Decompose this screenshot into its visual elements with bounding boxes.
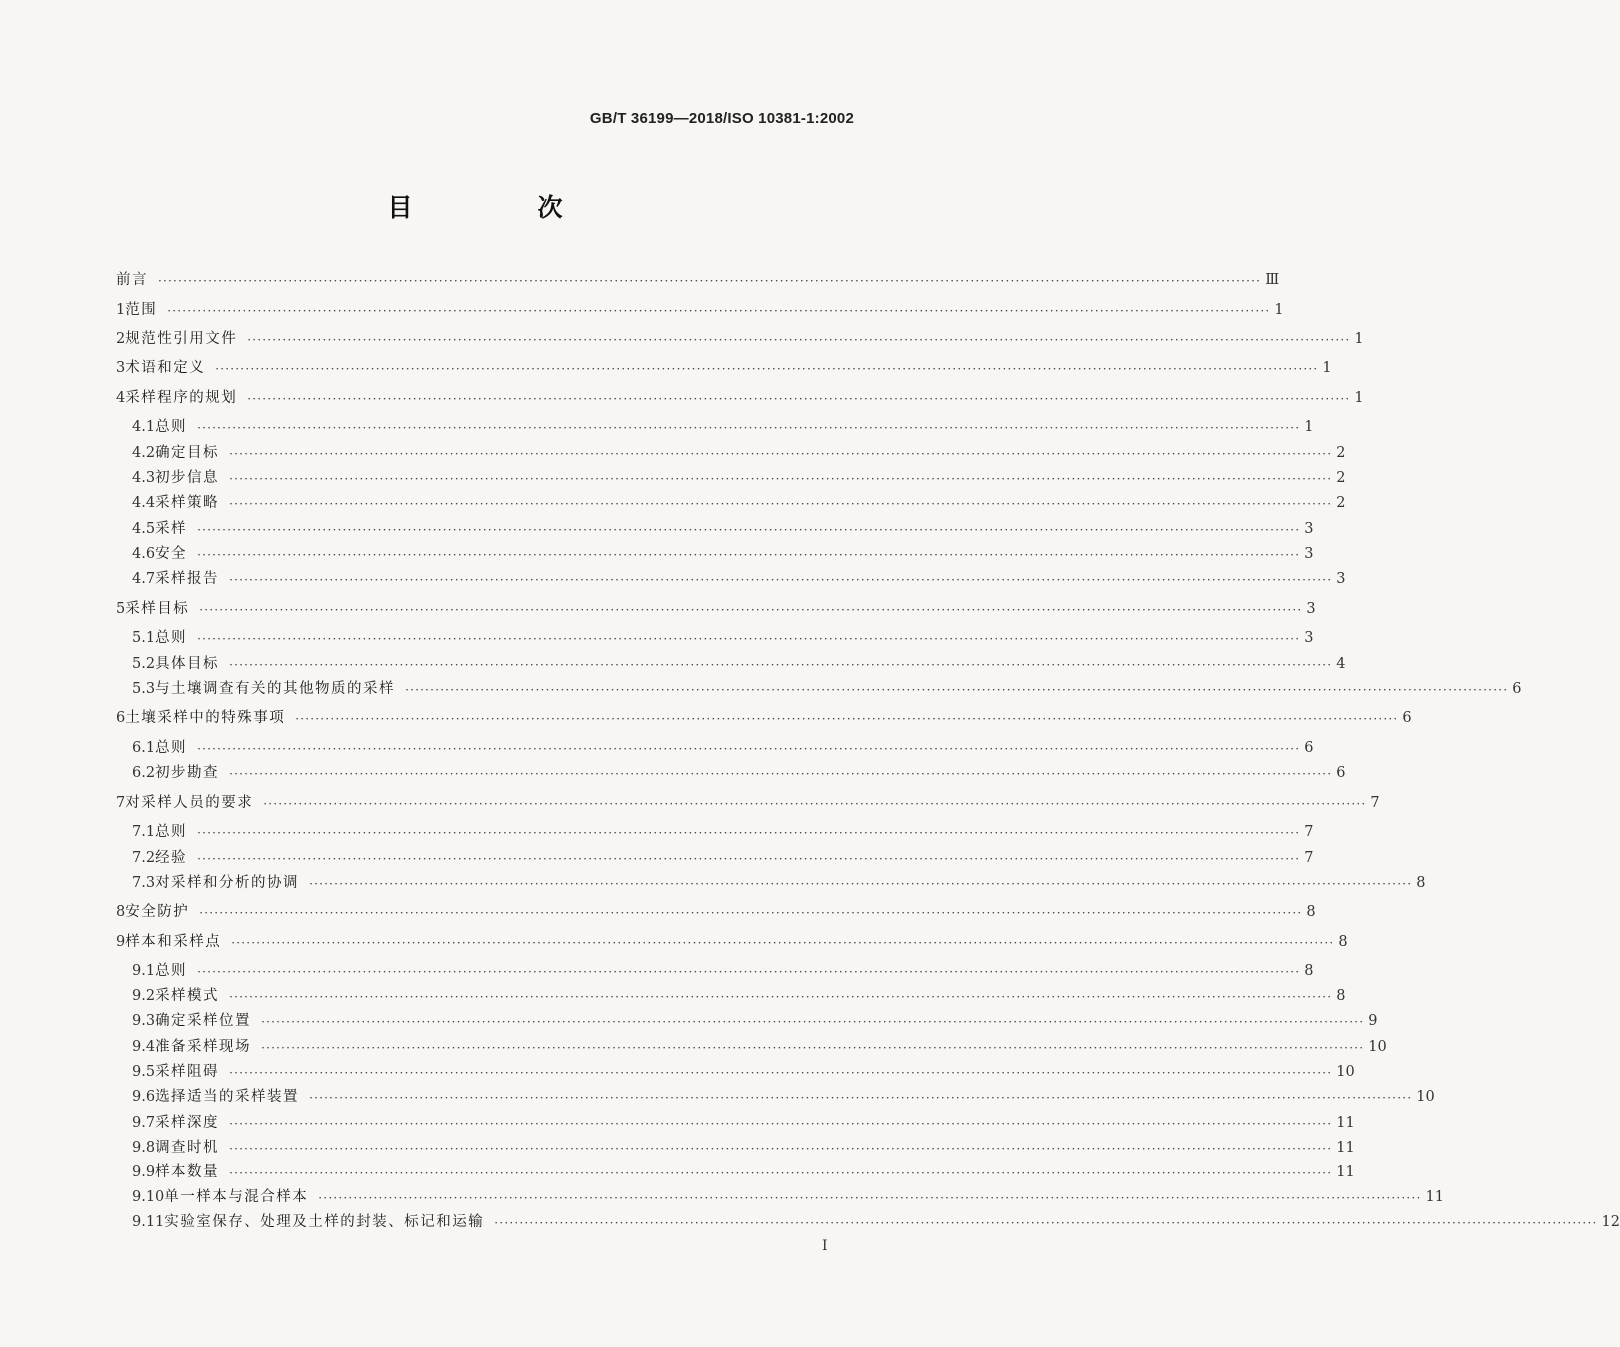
toc-entry-number: 7.1 — [132, 824, 156, 840]
toc-entry-number: 9.8 — [132, 1140, 156, 1156]
toc-entry[interactable] — [116, 791, 1380, 813]
toc-entry-page: 7 — [1370, 795, 1380, 811]
toc-entry[interactable] — [116, 597, 1316, 619]
toc-leader-dots: ···························································································································································································································· — [199, 603, 1303, 617]
toc-leader-dots: ···························································································································································································································· — [229, 1166, 1333, 1180]
toc-leader-dots: ···························································································································································································································· — [229, 1142, 1333, 1156]
toc-entry[interactable] — [116, 706, 1412, 728]
toc-entry-label: 经验 — [155, 850, 188, 866]
toc-entry[interactable] — [132, 466, 1346, 488]
toc-entry[interactable] — [132, 1035, 1387, 1057]
toc-entry-page: 11 — [1336, 1115, 1355, 1131]
toc-entry-label: 总则 — [155, 824, 188, 840]
toc-leader-dots: ···························································································································································································································· — [309, 877, 1413, 891]
toc-leader-dots: ···························································································································································································································· — [197, 965, 1301, 979]
toc-entry-label: 初步信息 — [155, 470, 220, 486]
toc-entry-page: 3 — [1306, 601, 1316, 617]
toc-leader-dots: ···························································································································································································································· — [247, 392, 1351, 406]
toc-entry-number: 4 — [116, 390, 126, 406]
toc-leader-dots: ···························································································································································································································· — [167, 304, 1271, 318]
toc-entry[interactable] — [116, 356, 1332, 378]
toc-entry-number: 1 — [116, 302, 126, 318]
toc-entry-label: 规范性引用文件 — [125, 331, 238, 347]
toc-entry[interactable] — [132, 677, 1522, 699]
toc-entry-label: 确定目标 — [155, 445, 220, 461]
toc-leader-dots: ···························································································································································································································· — [199, 906, 1303, 920]
toc-entry-number: 6 — [116, 710, 126, 726]
toc-entry-number: 6.1 — [132, 740, 156, 756]
toc-entry-label: 采样策略 — [155, 495, 220, 511]
toc-entry-number: 9.1 — [132, 963, 156, 979]
toc-entry-number: 5.1 — [132, 630, 156, 646]
toc-leader-dots: ···························································································································································································································· — [263, 797, 1367, 811]
toc-leader-dots: ···························································································································································································································· — [261, 1041, 1365, 1055]
toc-leader-dots: ···························································································································································································································· — [197, 852, 1301, 866]
toc-entry-number: 9.10 — [132, 1189, 165, 1205]
toc-entry-label: 采样报告 — [155, 571, 220, 587]
toc-entry[interactable] — [132, 415, 1314, 437]
toc-entry-page: Ⅲ — [1265, 272, 1280, 288]
toc-entry[interactable] — [132, 871, 1426, 893]
toc-leader-dots: ···························································································································································································································· — [197, 548, 1301, 562]
toc-entry-label: 单一样本与混合样本 — [164, 1189, 309, 1205]
toc-entry[interactable] — [116, 268, 1280, 290]
toc-entry-page: 6 — [1512, 681, 1522, 697]
toc-entry-number: 9.2 — [132, 988, 156, 1004]
toc-entry-number: 9.9 — [132, 1164, 156, 1180]
toc-entry-number: 9.7 — [132, 1115, 156, 1131]
toc-leader-dots: ···························································································································································································································· — [229, 1117, 1333, 1131]
toc-entry-label: 总则 — [155, 963, 188, 979]
toc-entry-label: 前言 — [116, 272, 148, 288]
toc-entry-label: 范围 — [125, 302, 158, 318]
toc-entry-label: 初步勘查 — [155, 765, 220, 781]
toc-entry-number: 9.3 — [132, 1013, 156, 1029]
toc-entry[interactable] — [132, 1136, 1355, 1158]
toc-entry-number: 7.2 — [132, 850, 156, 866]
toc-entry-label: 准备采样现场 — [155, 1039, 252, 1055]
toc-entry-page: 2 — [1336, 445, 1346, 461]
toc-entry-number: 8 — [116, 904, 126, 920]
toc-entry-label: 调查时机 — [155, 1140, 220, 1156]
toc-entry[interactable] — [132, 736, 1314, 758]
toc-leader-dots: ···························································································································································································································· — [229, 767, 1333, 781]
toc-entry-number: 9 — [116, 934, 126, 950]
toc-entry-page: 2 — [1336, 495, 1346, 511]
toc-entry-number: 9.11 — [132, 1214, 165, 1230]
toc-entry[interactable] — [132, 441, 1346, 463]
toc-entry-label: 采样 — [155, 521, 188, 537]
toc-entry-label: 采样阻碍 — [155, 1064, 220, 1080]
toc-leader-dots: ···························································································································································································································· — [229, 447, 1333, 461]
toc-entry[interactable] — [132, 820, 1314, 842]
toc-entry-page: 3 — [1336, 571, 1346, 587]
toc-entry[interactable] — [132, 517, 1314, 539]
toc-entry-page: 6 — [1304, 740, 1314, 756]
toc-entry[interactable] — [116, 327, 1364, 349]
toc-leader-dots: ···························································································································································································································· — [247, 333, 1351, 347]
toc-entry-label: 采样程序的规划 — [125, 390, 238, 406]
toc-leader-dots: ···························································································································································································································· — [229, 472, 1333, 486]
toc-entry[interactable] — [132, 984, 1346, 1006]
toc-entry-page: 8 — [1336, 988, 1346, 1004]
toc-entry-page: 3 — [1304, 521, 1314, 537]
toc-entry-label: 样本和采样点 — [125, 934, 222, 950]
toc-entry-number: 5.3 — [132, 681, 156, 697]
toc-entry-page: 1 — [1322, 360, 1332, 376]
toc-entry-label: 确定采样位置 — [155, 1013, 252, 1029]
toc-entry-page: 6 — [1402, 710, 1412, 726]
toc-entry-label: 样本数量 — [155, 1164, 220, 1180]
toc-entry[interactable] — [132, 846, 1314, 868]
toc-entry-page: 10 — [1416, 1089, 1435, 1105]
toc-entry-number: 3 — [116, 360, 126, 376]
toc-entry-number: 2 — [116, 331, 126, 347]
toc-leader-dots: ···························································································································································································································· — [158, 274, 1262, 288]
toc-entry[interactable] — [132, 567, 1346, 589]
toc-leader-dots: ···························································································································································································································· — [309, 1091, 1413, 1105]
toc-entry-number: 4.4 — [132, 495, 156, 511]
toc-entry-label: 土壤采样中的特殊事项 — [125, 710, 286, 726]
toc-entry-number: 4.3 — [132, 470, 156, 486]
toc-entry[interactable] — [116, 386, 1364, 408]
toc-entry-page: 8 — [1416, 875, 1426, 891]
toc-leader-dots: ···························································································································································································································· — [261, 1015, 1365, 1029]
toc-entry[interactable] — [132, 959, 1314, 981]
toc-entry[interactable] — [116, 298, 1284, 320]
toc-entry-page: 8 — [1306, 904, 1316, 920]
toc-entry[interactable] — [132, 1160, 1355, 1182]
toc-leader-dots: ···························································································································································································································· — [295, 712, 1399, 726]
toc-leader-dots: ···························································································································································································································· — [197, 523, 1301, 537]
toc-entry-page: 8 — [1338, 934, 1348, 950]
toc-leader-dots: ···························································································································································································································· — [215, 362, 1319, 376]
toc-leader-dots: ···························································································································································································································· — [405, 683, 1509, 697]
toc-entry-label: 采样目标 — [125, 601, 190, 617]
toc-entry[interactable] — [116, 930, 1348, 952]
toc-entry-label: 与土壤调查有关的其他物质的采样 — [155, 681, 396, 697]
toc-entry-page: 6 — [1336, 765, 1346, 781]
toc-entry-label: 实验室保存、处理及土样的封装、标记和运输 — [164, 1214, 485, 1230]
toc-leader-dots: ···························································································································································································································· — [229, 573, 1333, 587]
toc-entry[interactable] — [116, 900, 1316, 922]
toc-entry[interactable] — [132, 1060, 1355, 1082]
toc-leader-dots: ···························································································································································································································· — [229, 497, 1333, 511]
toc-entry-number: 4.2 — [132, 445, 156, 461]
toc-entry-page: 1 — [1354, 390, 1364, 406]
toc-entry-page: 11 — [1336, 1164, 1355, 1180]
toc-entry[interactable] — [132, 652, 1346, 674]
toc-entry-number: 9.5 — [132, 1064, 156, 1080]
toc-entry-page: 11 — [1336, 1140, 1355, 1156]
toc-leader-dots: ···························································································································································································································· — [197, 632, 1301, 646]
toc-entry-number: 9.6 — [132, 1089, 156, 1105]
toc-entry-page: 3 — [1304, 546, 1314, 562]
toc-entry-number: 5 — [116, 601, 126, 617]
toc-entry-label: 对采样人员的要求 — [125, 795, 254, 811]
toc-entry-number: 5.2 — [132, 656, 156, 672]
toc-leader-dots: ···························································································································································································································· — [494, 1216, 1598, 1230]
page-title: 目 次 — [387, 193, 613, 222]
toc-entry-page: 2 — [1336, 470, 1346, 486]
toc-entry-page: 3 — [1304, 630, 1314, 646]
toc-entry-label: 对采样和分析的协调 — [155, 875, 300, 891]
toc-entry-label: 总则 — [155, 630, 188, 646]
toc-leader-dots: ···························································································································································································································· — [231, 936, 1335, 950]
toc-entry-page: 9 — [1368, 1013, 1378, 1029]
toc-entry[interactable] — [132, 1111, 1355, 1133]
toc-entry-label: 安全防护 — [125, 904, 190, 920]
toc-leader-dots: ···························································································································································································································· — [229, 1066, 1333, 1080]
toc-entry-label: 总则 — [155, 740, 188, 756]
toc-entry[interactable] — [132, 1085, 1435, 1107]
toc-entry-number: 4.1 — [132, 419, 156, 435]
toc-entry-label: 具体目标 — [155, 656, 220, 672]
toc-entry-page: 7 — [1304, 850, 1314, 866]
toc-entry-page: 12 — [1601, 1214, 1620, 1230]
toc-entry-number: 7.3 — [132, 875, 156, 891]
toc-entry[interactable] — [132, 491, 1346, 513]
toc-entry-page: 7 — [1304, 824, 1314, 840]
toc-entry-number: 4.5 — [132, 521, 156, 537]
toc-entry-label: 采样深度 — [155, 1115, 220, 1131]
toc-entry-label: 术语和定义 — [125, 360, 206, 376]
toc-entry-number: 4.6 — [132, 546, 156, 562]
toc-entry-page: 10 — [1336, 1064, 1355, 1080]
toc-entry[interactable] — [132, 1009, 1378, 1031]
toc-entry[interactable] — [132, 1185, 1444, 1207]
toc-leader-dots: ···························································································································································································································· — [197, 742, 1301, 756]
toc-entry-label: 安全 — [155, 546, 188, 562]
toc-entry-number: 7 — [116, 795, 126, 811]
toc-entry[interactable] — [132, 542, 1314, 564]
toc-entry[interactable] — [132, 626, 1314, 648]
toc-entry-page: 8 — [1304, 963, 1314, 979]
toc-entry-page: 10 — [1368, 1039, 1387, 1055]
toc-leader-dots: ···························································································································································································································· — [197, 826, 1301, 840]
toc-leader-dots: ···························································································································································································································· — [197, 421, 1301, 435]
standard-code: GB/T 36199—2018/ISO 10381-1:2002 — [589, 110, 854, 127]
toc-entry-label: 采样模式 — [155, 988, 220, 1004]
toc-entry-page: 1 — [1304, 419, 1314, 435]
toc-entry[interactable] — [132, 1210, 1620, 1232]
toc-entry-number: 6.2 — [132, 765, 156, 781]
toc-entry-number: 4.7 — [132, 571, 156, 587]
toc-entry-page: 11 — [1425, 1189, 1444, 1205]
toc-leader-dots: ···························································································································································································································· — [229, 658, 1333, 672]
page-number: I — [822, 1238, 828, 1254]
toc-entry[interactable] — [132, 761, 1346, 783]
toc-leader-dots: ···························································································································································································································· — [229, 990, 1333, 1004]
toc-entry-page: 1 — [1354, 331, 1364, 347]
toc-entry-label: 总则 — [155, 419, 188, 435]
toc-entry-page: 1 — [1274, 302, 1284, 318]
toc-entry-number: 9.4 — [132, 1039, 156, 1055]
toc-entry-label: 选择适当的采样装置 — [155, 1089, 300, 1105]
toc-leader-dots: ···························································································································································································································· — [318, 1191, 1422, 1205]
toc-entry-page: 4 — [1336, 656, 1346, 672]
